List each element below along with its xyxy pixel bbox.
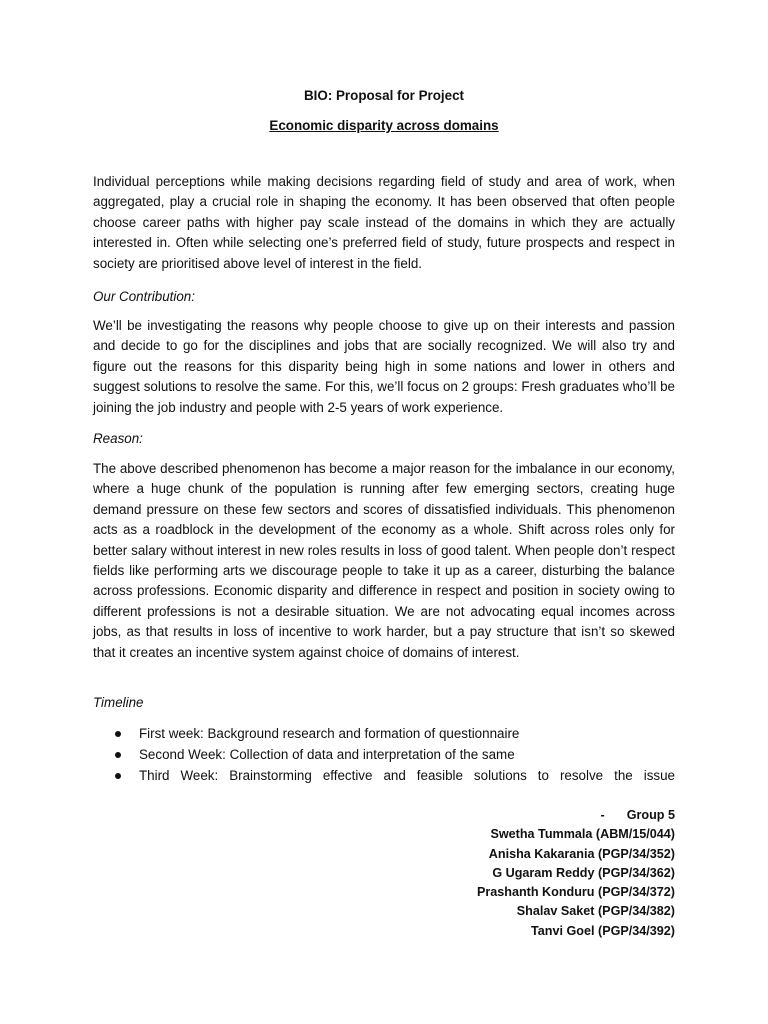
bullet-icon [115, 773, 121, 779]
contribution-heading: Our Contribution: [93, 289, 195, 304]
reason-heading: Reason: [93, 431, 143, 446]
group-member: Prashanth Konduru (PGP/34/372) [476, 885, 675, 900]
group-member: Tanvi Goel (PGP/34/392) [531, 923, 675, 938]
group-member: Anisha Kakarania (PGP/34/352) [488, 846, 675, 861]
group-member: G Ugaram Reddy (PGP/34/362) [492, 865, 675, 880]
bullet-icon [115, 752, 121, 758]
timeline-item [93, 744, 675, 765]
reason-paragraph: The above described phenomenon has become a major reason for the imbalance in our economy, where a huge chunk of the population is running after few emerging sectors, creating huge demand pressure on these few sectors and scores of dissatisfied individuals. This phenomenon acts as a roadblock in the development of the economy as a whole. Shift across roles only for better salary without interest in new roles results in loss of good talent. When people don’t respect fields like performing arts we discourage people to take it up as a career, disturbing the balance across professions. Economic disparity and difference in respect and position in society owing to different professions is not a desirable situation. We are not advocating equal incomes across jobs, as that results in loss of incentive to work harder, but a pay structure that isn’t so skewed that it creates an incentive system against choice of domains of interest. [93, 461, 675, 660]
timeline-item-text: Third Week: Brainstorming effective and feasible solutions to resolve the issue [139, 768, 675, 783]
timeline-heading: Timeline [93, 695, 144, 710]
group-signature [477, 806, 675, 941]
group-name: Group 5 [626, 808, 675, 822]
document-title: BIO: Proposal for Project [304, 88, 464, 103]
bullet-icon [115, 731, 121, 737]
timeline-item [93, 723, 675, 744]
timeline-item-text: First week: Background research and formation of questionnaire [139, 726, 520, 741]
document-subtitle: Economic disparity across domains [269, 118, 499, 133]
group-member: Shalav Saket (PGP/34/382) [516, 904, 675, 919]
timeline-item-text: Second Week: Collection of data and interpretation of the same [139, 747, 515, 762]
contribution-paragraph: We’ll be investigating the reasons why people choose to give up on their interests and passion and decide to go for the disciplines and jobs that are socially recognized. We will also try and figure out the reasons for this disparity being high in some nations and lower in others and suggest solutions to resolve the same. For this, we’ll focus on 2 groups: Fresh graduates who’ll be joining the job industry and people with 2-5 years of work experience. [93, 318, 675, 415]
group-dash: - [600, 808, 605, 822]
intro-paragraph: Individual perceptions while making decisions regarding field of study and area of work, when aggregated, play a crucial role in shaping the economy. It has been observed that often people choose career paths with higher pay scale instead of the domains in which they are actually interested in. Often while selecting one’s preferred field of study, future prospects and respect in society are prioritised above level of interest in the field. [93, 174, 675, 271]
timeline-list [93, 723, 675, 786]
group-name-line [477, 806, 675, 825]
group-member: Swetha Tummala (ABM/15/044) [490, 827, 675, 842]
timeline-item [93, 765, 675, 786]
